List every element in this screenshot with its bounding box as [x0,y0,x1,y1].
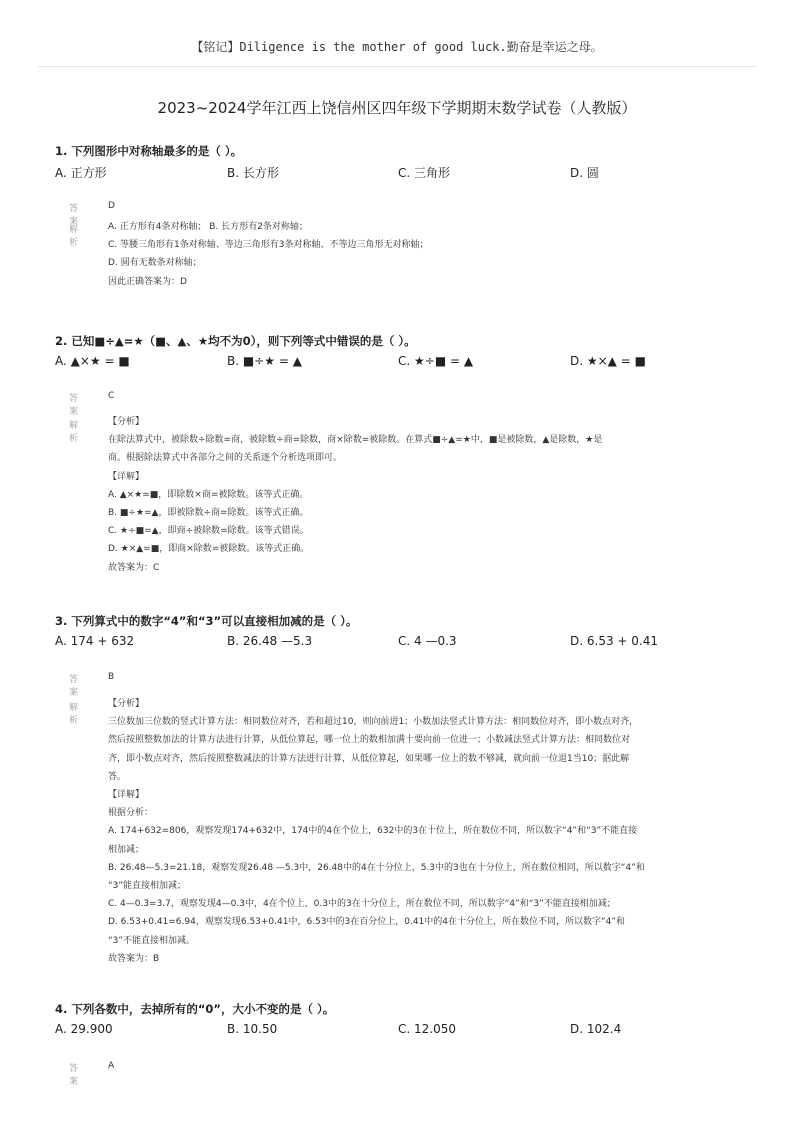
option-c: C. 12.050 [398,1022,456,1036]
option-a: A. 29.900 [55,1022,113,1036]
page-title: 2023~2024学年江西上饶信州区四年级下学期期末数学试卷（人教版） [157,99,637,117]
option-d: D. 102.4 [570,1022,622,1036]
analysis-line: 故答案为：B [108,953,160,964]
question-1 [55,143,745,184]
answer-label: 答案 [69,204,79,227]
answer-value: A [108,1061,115,1071]
options-row [55,164,745,184]
analysis-label: 解析 [69,421,79,444]
analysis-line: B. 26.48—5.3=21.18，观察发现26.48 —5.3中，26.48中的4在十分位上，5.3中的3也在十分位上，所在数位相同，所以数字“4”和 [108,862,645,873]
analysis-line: D. 圆有无数条对称轴； [108,258,202,269]
analysis-label: 解析 [69,703,79,726]
question-stem: 2. 已知■÷▲=★（■、▲、★均不为0），则下列等式中错误的是（ ）。 [55,334,416,348]
header-divider [38,66,756,67]
analysis-line: A. 174+632=806，观察发现174+632中，174中的4在个位上，632中的3在十位上，所在数位不同，所以数字“4”和“3”不能直接 [108,826,638,837]
analysis-line: 【详解】 [108,471,145,482]
option-a: A. 正方形 [55,166,107,180]
option-c: C. ★÷■ = ▲ [398,354,474,368]
question-stem: 3. 下列算式中的数字“4”和“3”可以直接相加减的是（ ）。 [55,614,358,628]
analysis-line: 根据分析： [108,808,154,819]
options-row [55,634,745,654]
analysis-line: 【详解】 [108,790,145,801]
option-d: D. 6.53 + 0.41 [570,634,658,648]
analysis-line: A. 正方形有4条对称轴； B. 长方形有2条对称轴； [108,222,308,232]
analysis-line: C. 4—0.3=3.7，观察发现4—0.3中，4在个位上，0.3中的3在十分位上，所在数位不同，所以数字“4”和“3”不能直接相加减； [108,899,616,910]
option-c: C. 4 —0.3 [398,634,457,648]
analysis-line: 三位数加三位数的竖式计算方法：相同数位对齐，若和超过10，则向前进1；小数加法竖式计算方法：相同数位对齐，即小数点对齐， [108,717,639,728]
option-d: D. 圆 [570,166,599,180]
option-b: B. 26.48 —5.3 [227,634,313,648]
analysis-line: 【分析】 [108,699,145,709]
analysis-line: C. 等腰三角形有1条对称轴、等边三角形有3条对称轴、不等边三角形无对称轴； [108,240,429,251]
option-d: D. ★×▲ = ■ [570,354,646,368]
answer-value: C [108,391,115,401]
analysis-content [108,695,723,968]
answer-value: D [108,201,115,211]
option-a: A. 174 + 632 [55,634,135,648]
analysis-line: B. ■÷★=▲，即被除数÷商=除数。该等式正确。 [108,508,309,519]
analysis-line: “3”不能直接相加减。 [108,935,196,946]
analysis-line: 故答案为：C [108,562,160,573]
option-b: B. 10.50 [227,1022,278,1036]
analysis-line: 齐，即小数点对齐，然后按照整数减法的计算方法进行计算，从低位算起，如果哪一位上的数不够减，就向前一位退1当10；据此解 [108,753,630,764]
option-a: A. ▲×★ = ■ [55,354,130,368]
answer-value: B [108,672,115,682]
options-row [55,354,745,374]
analysis-line: “3”能直接相加减； [108,881,187,892]
analysis-line: D. ★×▲=■，即商×除数=被除数。该等式正确。 [108,544,310,555]
answer-label: 答案 [69,675,79,698]
question-4 [55,1001,745,1042]
analysis-line: D. 6.53+0.41=6.94，观察发现6.53+0.41中，6.53中的3在百分位上，0.41中的4在十分位上，所在数位不同，所以数字“4”和 [108,917,626,928]
analysis-label: 解析 [69,225,79,248]
option-c: C. 三角形 [398,166,451,180]
answer-label: 答案 [69,394,79,417]
analysis-line: 因此正确答案为：D [108,276,187,287]
analysis-line: 在除法算式中，被除数÷除数=商，被除数÷商=除数，商×除数=被除数。在算式■÷▲=★中，■是被除数，▲是除数，★是 [108,435,603,446]
page-header-motto: 【铭记】Diligence is the mother of good luck.勤奋是幸运之母。 [191,40,603,54]
analysis-line: 答。 [108,771,127,782]
analysis-line: 商。根据除法算式中各部分之间的关系逐个分析选项即可。 [108,453,343,464]
question-3 [55,613,745,654]
analysis-line: C. ★÷■=▲，即商÷被除数=除数。该等式错误。 [108,526,309,537]
analysis-line: A. ▲×★=■，即除数×商=被除数。该等式正确。 [108,489,309,500]
analysis-line: 相加减； [108,844,145,855]
option-b: B. ■÷★ = ▲ [227,354,302,368]
question-stem: 1. 下列图形中对称轴最多的是（ ）。 [55,144,243,158]
analysis-line: 【分析】 [108,417,145,427]
analysis-line: 然后按照整数加法的计算方法进行计算，从低位算起，哪一位上的数相加满十要向前一位进一；小数减法竖式计算方法：相同数位对 [108,735,631,746]
options-row [55,1022,745,1042]
analysis-content [108,218,723,291]
question-2 [55,333,745,374]
question-stem: 4. 下列各数中，去掉所有的“0”，大小不变的是（ ）。 [55,1002,335,1016]
analysis-content [108,413,723,577]
answer-label: 答案 [69,1064,79,1087]
option-b: B. 长方形 [227,166,279,180]
